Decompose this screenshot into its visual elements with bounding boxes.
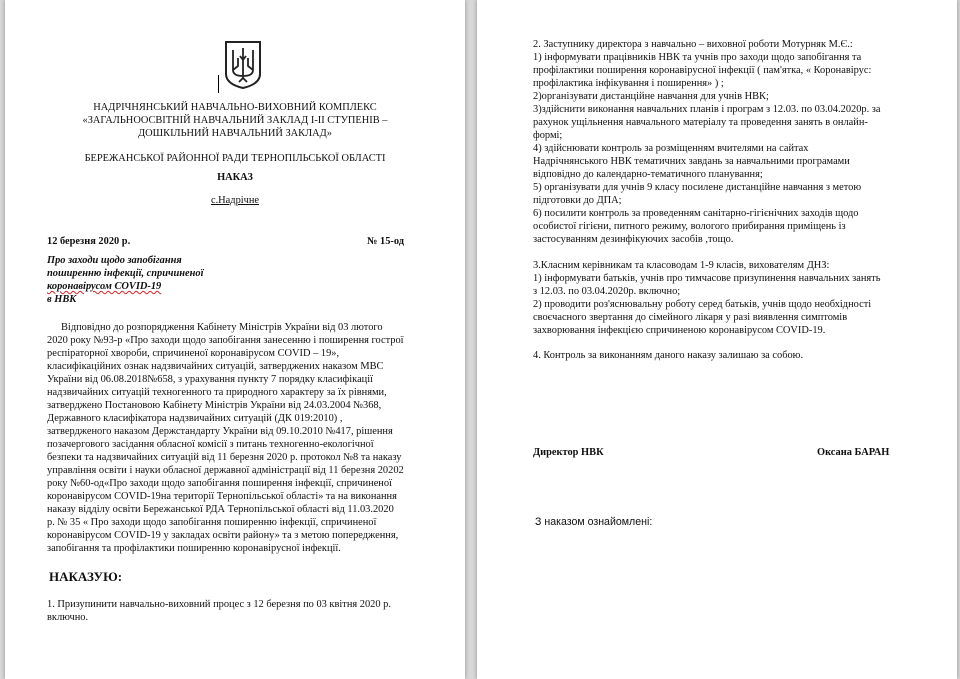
document-page-2	[477, 0, 957, 679]
org-name-line-1: НАДРІЧНЯНСЬКИЙ НАВЧАЛЬНО-ВИХОВНИЙ КОМПЛЕКС	[93, 102, 377, 113]
body-line: Державного класифікатора надзвичайних ситуацій (ДК 019:2010) ,	[47, 413, 343, 424]
director-title: Директор НВК	[533, 447, 604, 458]
item-2-line: 1) інформувати працівників НВК та учнів про заходи щодо запобігання та	[533, 52, 862, 63]
item-1-line: 1. Призупинити навчально-виховний процес з 12 березня по 03 квітня 2020 р.	[47, 599, 391, 610]
item-3-line: 2) проводити роз'яснювальну роботу серед батьків, учнів щодо необхідності	[533, 299, 872, 310]
subject-line: в НВК	[47, 294, 77, 305]
item-2-line: 2. Заступнику директора з навчально – виховної роботи Мотурняк М.Є.:	[533, 39, 853, 50]
body-line: наказу відділу освіти Бережанської РДА Тернопільської області від 11.03.2020	[47, 504, 394, 515]
item-3-line: захворювання інфекцією спричиненою коронавірусом COVID-19.	[533, 325, 826, 336]
doc-type: НАКАЗ	[217, 172, 253, 183]
body-line: року №60-од«Про заходи щодо запобігання поширення інфекції, спричиненої	[47, 478, 392, 489]
item-4-line: 4. Контроль за виконанням даного наказу залишаю за собою.	[533, 350, 804, 361]
order-heading: НАКАЗУЮ:	[49, 569, 123, 584]
item-2-line: 2)організувати дистанційне навчання для учнів НВК;	[533, 91, 769, 102]
body-line: надзвичайних ситуацій техногенного та природного характеру за їх рівнями,	[47, 387, 387, 398]
body-line: затвердженого наказом Держстандарту України від 09.10.2010 №417, рішення	[47, 426, 393, 437]
subject-line: коронавірусом COVID-19	[47, 281, 162, 292]
director-name: Оксана БАРАН	[817, 447, 890, 458]
item-2-line: відповідно до календарно-тематичного планування;	[533, 169, 763, 180]
item-2-line: 4) здійснювати контроль за розміщенням вчителями на сайтах	[533, 143, 809, 154]
body-line: 2020 року №93-р «Про заходи щодо запобігання занесенню і поширення гострої	[47, 335, 404, 346]
item-2-line: рахунок ущільнення навчального матеріалу та проведення занять в онлайн-	[533, 117, 868, 128]
item-2-line: підготовки до ДПА;	[533, 195, 622, 206]
body-line: позачергового засідання обласної комісії з питань техногенно-екологічної	[47, 439, 374, 450]
document-page-1	[5, 0, 465, 679]
body-line: безпеки та надзвичайних ситуацій від 11 березня 2020 р. протокол №8 та наказу	[47, 452, 402, 463]
body-line: класифікаційних ознак надзвичайних ситуацій, затверджених наказом МВС	[47, 361, 384, 372]
item-1-line: включно.	[47, 612, 89, 623]
order-number: № 15-од	[367, 236, 405, 247]
item-3-line: своєчасного звертання до сімейного лікаря у разі виявлення симптомів	[533, 312, 848, 323]
body-line: коронавірусом COVID-19на території Тернопільської області» та на виконання	[47, 491, 397, 502]
subject-line: Про заходи щодо запобігання	[47, 255, 182, 266]
item-3-line: 3.Класним керівникам та класоводам 1-9 класів, вихователям ДНЗ:	[533, 260, 830, 271]
body-line: респіраторної хвороби, спричиненої коронавірусом COVID – 19»,	[47, 348, 340, 359]
item-2-line: профілактика інфікування і поширення» ) ;	[533, 78, 724, 89]
text-cursor	[218, 75, 219, 93]
org-name-line-2: «ЗАГАЛЬНООСВІТНІЙ НАВЧАЛЬНИЙ ЗАКЛАД І-ІІ СТУПЕНІВ –	[82, 115, 388, 126]
item-2-line: Надрічнянського НВК тематичних завдань за навчальними програмами	[533, 156, 850, 167]
body-line: запобігання та профілактики поширенню коронавірусної інфекції.	[47, 543, 341, 554]
item-2-line: 6) посилити контроль за проведенням санітарно-гігієнічних заходів щодо	[533, 208, 859, 219]
org-name-line-3: ДОШКІЛЬНИЙ НАВЧАЛЬНИЙ ЗАКЛАД»	[138, 128, 332, 139]
body-line: р. № 35 « Про заходи щодо запобігання поширенню інфекції, спричиненої	[47, 517, 377, 528]
body-line: управління освіти і науки обласної державної адміністрації від 11 березня 20202	[47, 465, 404, 476]
item-2-line: формі;	[533, 130, 563, 141]
subject-line: поширенню інфекції, спричиненої	[47, 268, 204, 279]
body-line: коронавірусом COVID-19 у закладах освіти району» та з метою попередження,	[47, 530, 399, 541]
item-3-line: з 12.03. по 03.04.2020р. включно;	[533, 286, 681, 297]
body-line: Відповідно до розпорядження Кабінету Міністрів України від 03 лютого	[61, 322, 383, 333]
council-name: БЕРЕЖАНСЬКОЇ РАЙОННОЇ РАДИ ТЕРНОПІЛЬСЬКОЇ ОБЛАСТІ	[84, 153, 386, 164]
item-2-line: 5) організувати для учнів 9 класу посилене дистанційне навчання з метою	[533, 182, 862, 193]
item-3-line: 1) інформувати батьків, учнів про тимчасове призупинення навчальних занять	[533, 273, 881, 284]
place: с.Надрічне	[210, 195, 260, 206]
body-line: затверджено Постановою Кабінету Міністрів України від 24.03.2004 №368,	[47, 400, 382, 411]
item-2-line: профілактики поширення коронавірусної інфекції ( пам'ятка, « Коронавірус:	[533, 65, 872, 76]
trident-emblem-icon	[224, 40, 262, 90]
item-2-line: 3)здійснити виконання навчальних планів і програм з 12.03. по 03.04.2020р. за	[533, 104, 881, 115]
body-line: України від 06.08.2018№658, з урахування пункту 7 порядку класифікації	[47, 374, 374, 385]
item-2-line: застосуванням дезинфікуючих засобів ,тощо.	[533, 234, 734, 245]
acquainted-label: З наказом ознайомлені:	[535, 516, 653, 528]
item-2-line: особистої гігієни, питного режиму, вологого прибирання приміщень із	[533, 221, 846, 232]
order-date: 12 березня 2020 р.	[47, 236, 131, 247]
